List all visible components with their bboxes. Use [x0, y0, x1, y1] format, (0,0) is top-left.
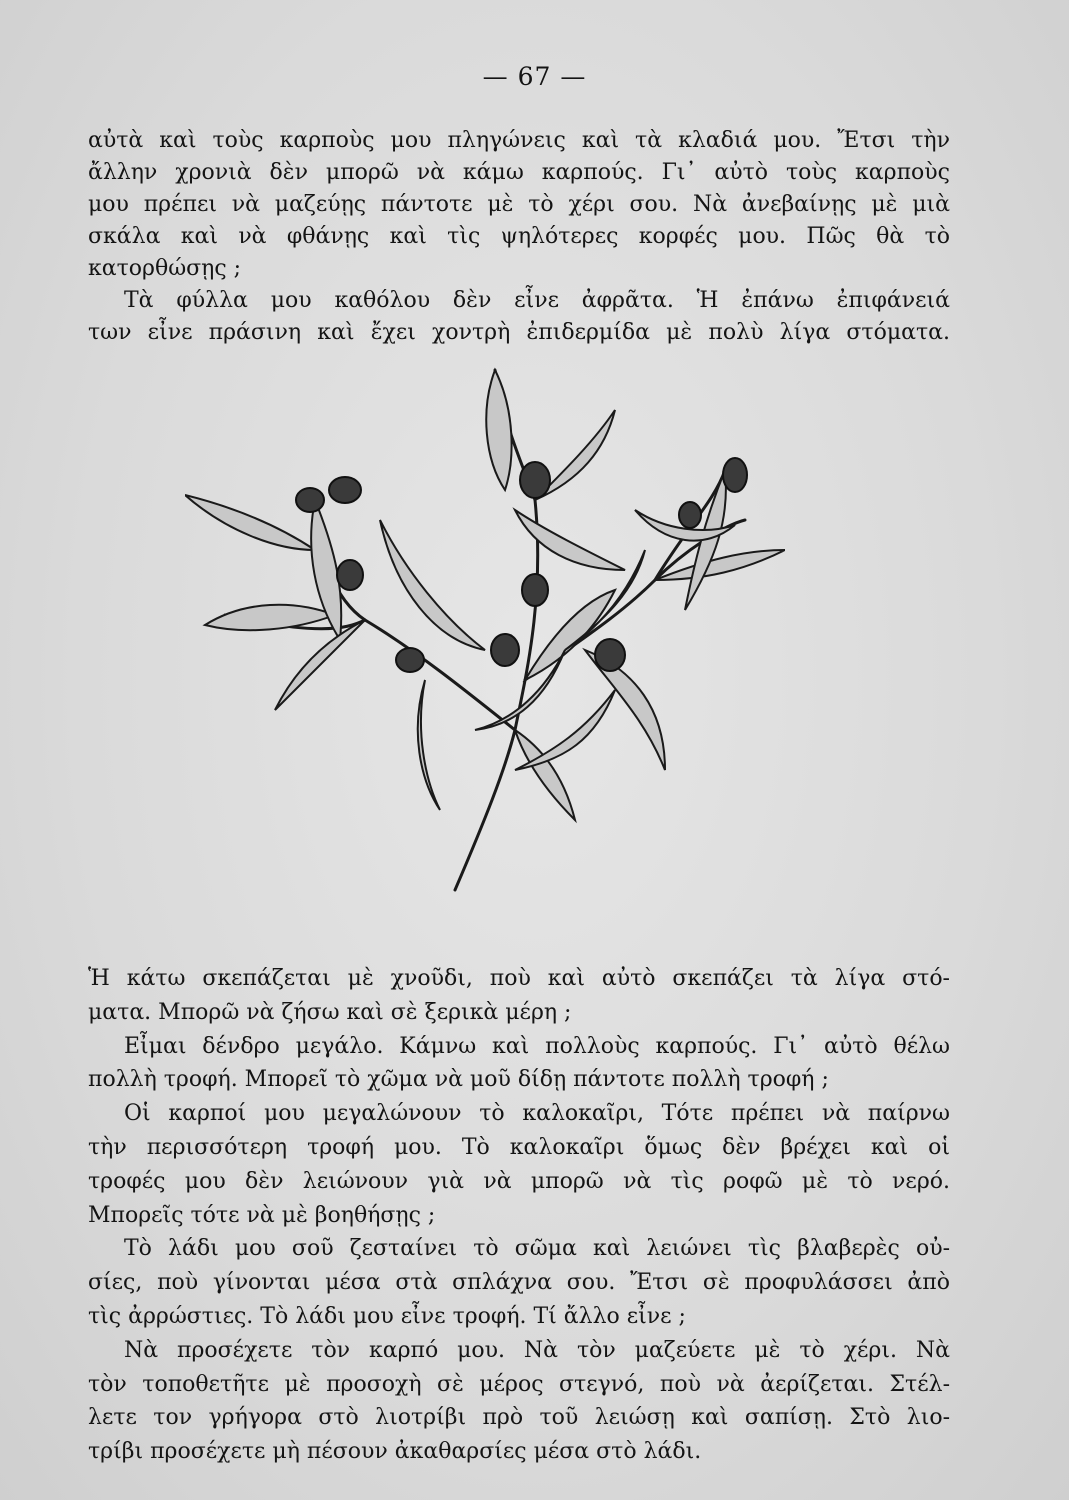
text-line: πολλὴ τροφή. Μπορεῖ τὸ χῶμα νὰ μοῦ δίδῃ πάντοτε πολλὴ τροφή ; — [88, 1067, 829, 1093]
text-line: Τὸ λάδι μου σοῦ ζεσταίνει τὸ σῶμα καὶ λειώνει τὶς βλαβερὲς οὐ- — [124, 1236, 950, 1262]
olive — [329, 477, 361, 503]
text-line: Οἱ καρποί μου μεγαλώνουν τὸ καλοκαῖρι, Τότε πρέπει νὰ παίρνω — [124, 1101, 950, 1127]
text-line: Μπορεῖς τότε νὰ μὲ βοηθήσῃς ; — [88, 1202, 436, 1228]
page-number: — 67 — — [482, 62, 587, 91]
top-paragraph — [88, 125, 950, 349]
text-line: σκάλα καὶ νὰ φθάνῃς καὶ τὶς ψηλότερες κορφές μου. Πῶς θὰ τὸ — [88, 224, 950, 249]
text-line: Τὰ φύλλα μου καθόλου δὲν εἶνε ἀφρᾶτα. Ἡ ἐπάνω ἐπιφάνειά — [124, 288, 950, 313]
text-line: τρίβι προσέχετε μὴ πέσουν ἀκαθαρσίες μέσα στὸ λάδι. — [88, 1439, 702, 1465]
text-line: ματα. Μπορῶ νὰ ζήσω καὶ σὲ ξερικὰ μέρη ; — [88, 999, 572, 1025]
text-line: Ἡ κάτω σκεπάζεται μὲ χνοῦδι, ποὺ καὶ αὐτὸ σκεπάζει τὰ λίγα στό- — [88, 966, 950, 991]
text-line: σίες, ποὺ γίνονται μέσα στὰ σπλάχνα σου. Ἔτσι σὲ προφυλάσσει ἀπὸ — [88, 1270, 950, 1296]
olive — [337, 560, 363, 590]
olive — [522, 574, 548, 606]
leaf — [655, 550, 785, 580]
leaf — [515, 510, 625, 570]
text-line: των εἶνε πράσινη καὶ ἔχει χοντρὴ ἐπιδερμίδα μὲ πολὺ λίγα στόματα. — [88, 320, 950, 345]
bottom-paragraph — [88, 962, 950, 1469]
olive — [595, 639, 625, 671]
text-line: μου πρέπει νὰ μαζεύῃς πάντοτε μὲ τὸ χέρι σου. Νὰ ἀνεβαίνῃς μὲ μιὰ — [88, 192, 950, 217]
olive — [520, 462, 550, 498]
text-line: τὸν τοποθετῆτε μὲ προσοχὴ σὲ μέρος στεγνό, ποὺ νὰ ἀερίζεται. Στέλ- — [88, 1371, 950, 1397]
olive — [491, 634, 519, 666]
left-stem — [315, 500, 515, 730]
leaf — [585, 650, 665, 770]
olive-branch-illustration — [185, 350, 785, 930]
olive — [679, 502, 701, 528]
leaf — [418, 680, 440, 810]
text-line: αὐτὰ καὶ τοὺς καρποὺς μου πληγώνεις καὶ τὰ κλαδιά μου. Ἔτσι τὴν — [88, 128, 950, 153]
olive — [723, 458, 747, 492]
text-line: τὴν περισσότερη τροφή μου. Τὸ καλοκαῖρι ὅμως δὲν βρέχει καὶ οἱ — [88, 1134, 950, 1160]
olive — [396, 648, 424, 672]
text-line: τροφές μου δὲν λειώνουν γιὰ νὰ μπορῶ νὰ τὶς ροφῶ μὲ τὸ νερό. — [88, 1168, 950, 1194]
leaf — [275, 620, 365, 710]
text-line: κατορθώσῃς ; — [88, 256, 242, 281]
olive — [296, 488, 324, 512]
leaf — [380, 520, 485, 650]
text-line: Νὰ προσέχετε τὸν καρπό μου. Νὰ τὸν μαζεύετε μὲ τὸ χέρι. Νὰ — [124, 1337, 950, 1363]
text-line: Εἶμαι δένδρο μεγάλο. Κάμνω καὶ πολλοὺς καρπούς. Γι᾽ αὐτὸ θέλω — [124, 1033, 950, 1059]
main-stem — [455, 500, 538, 890]
text-line: ἄλλην χρονιὰ δὲν μπορῶ νὰ κάμω καρπούς. Γι᾽ αὐτὸ τοὺς καρποὺς — [88, 160, 950, 185]
leaf — [205, 605, 335, 630]
text-line: τὶς ἀρρώστιες. Τὸ λάδι μου εἶνε τροφή. Τί ἄλλο εἶνε ; — [88, 1303, 686, 1329]
leaf — [486, 370, 511, 490]
text-line: λετε τον γρήγορα στὸ λιοτρίβι πρὸ τοῦ λειώσῃ καὶ σαπίσῃ. Στὸ λιο- — [88, 1405, 950, 1431]
